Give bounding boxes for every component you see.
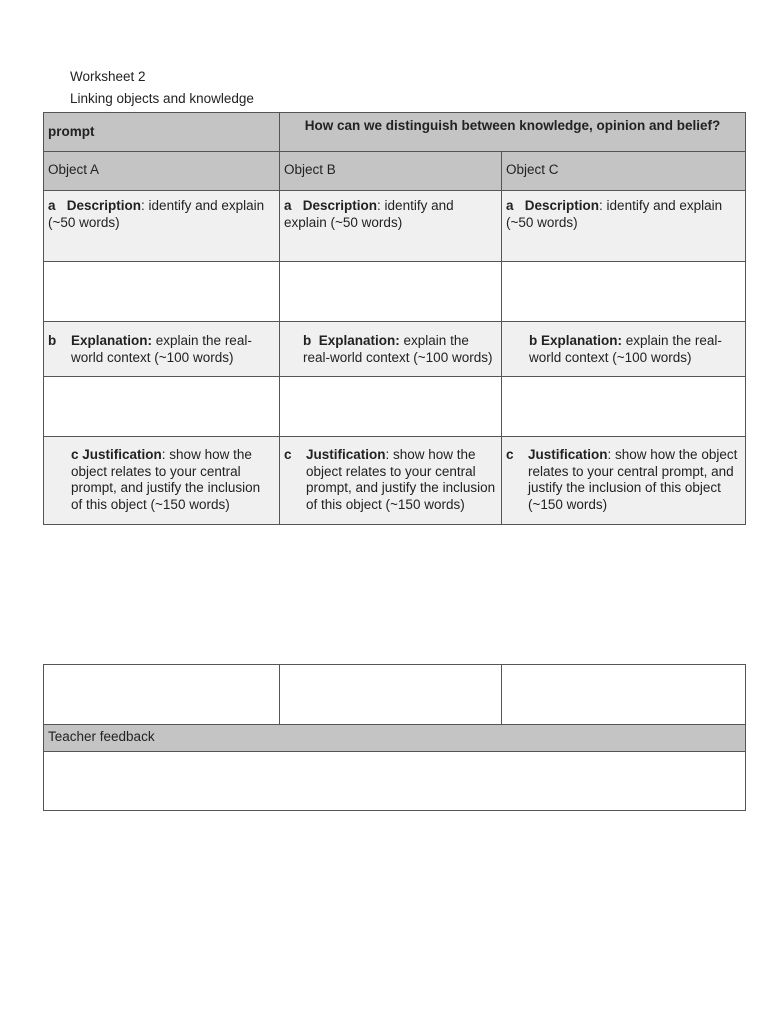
description-answer-row bbox=[44, 262, 746, 322]
description-c-answer-field[interactable] bbox=[502, 262, 746, 322]
explanation-b-letter: b bbox=[303, 333, 312, 348]
description-a-cell bbox=[44, 191, 280, 262]
description-a-label: Description bbox=[66, 198, 142, 213]
description-c-letter: a bbox=[506, 198, 514, 213]
explanation-a-letter: b bbox=[48, 333, 57, 348]
justification-c-text bbox=[502, 437, 745, 513]
justification-a-text bbox=[44, 437, 279, 513]
description-b-label: Description bbox=[302, 198, 378, 213]
justification-c-cell bbox=[502, 437, 746, 525]
object-a-cell bbox=[44, 152, 280, 191]
justification-a-cell bbox=[44, 437, 280, 525]
justification-a-label: Justification bbox=[82, 447, 162, 462]
teacher-feedback-label: Teacher feedback bbox=[48, 729, 155, 744]
prompt-question-cell bbox=[280, 113, 746, 152]
feedback-header-row bbox=[44, 725, 746, 752]
justification-b-instruction: : show how the object relates to your central prompt, and justify the inclusion of this object (~150 words) bbox=[306, 447, 496, 512]
worksheet-subtitle: Linking objects and knowledge bbox=[70, 91, 254, 106]
worksheet-table bbox=[43, 112, 746, 525]
object-c-cell bbox=[502, 152, 746, 191]
explanation-a-text bbox=[44, 322, 279, 366]
prompt-row bbox=[44, 113, 746, 152]
justification-a-instruction: : show how the object relates to your central prompt, and justify the inclusion of this object (~150 words) bbox=[71, 447, 261, 512]
description-b-letter: a bbox=[284, 198, 292, 213]
justification-c-answer-field[interactable] bbox=[502, 665, 746, 725]
explanation-c-answer-field[interactable] bbox=[502, 377, 746, 437]
worksheet-title: Worksheet 2 bbox=[70, 69, 146, 84]
feedback-answer-row bbox=[44, 752, 746, 811]
justification-c-label: Justification bbox=[528, 447, 608, 462]
objects-row bbox=[44, 152, 746, 191]
object-c-label: Object C bbox=[506, 162, 559, 177]
description-b-instruction: : identify and explain (~50 words) bbox=[284, 198, 454, 230]
explanation-c-letter: b bbox=[529, 333, 538, 348]
justification-b-answer-field[interactable] bbox=[280, 665, 502, 725]
justification-row bbox=[44, 437, 746, 525]
explanation-b-answer-field[interactable] bbox=[280, 377, 502, 437]
explanation-a-instruction: explain the real-world context (~100 words) bbox=[71, 333, 252, 365]
description-a-text bbox=[44, 191, 279, 231]
justification-c-instruction: : show how the object relates to your central prompt, and justify the inclusion of this object (~150 words) bbox=[528, 447, 738, 512]
feedback-label-cell bbox=[44, 725, 746, 752]
justification-answer-row bbox=[44, 665, 746, 725]
object-a-label: Object A bbox=[48, 162, 100, 177]
explanation-b-label: Explanation: bbox=[318, 333, 400, 348]
explanation-a-answer-field[interactable] bbox=[44, 377, 280, 437]
prompt-label-cell bbox=[44, 113, 280, 152]
feedback-table bbox=[43, 664, 746, 811]
explanation-row bbox=[44, 322, 746, 377]
justification-b-text bbox=[280, 437, 501, 513]
description-c-instruction: : identify and explain (~50 words) bbox=[506, 198, 723, 230]
description-b-text bbox=[280, 191, 501, 231]
justification-b-cell bbox=[280, 437, 502, 525]
prompt-label: prompt bbox=[48, 124, 95, 139]
explanation-c-label: Explanation: bbox=[541, 333, 623, 348]
description-a-instruction: : identify and explain (~50 words) bbox=[48, 198, 265, 230]
explanation-a-label: Explanation: bbox=[71, 333, 153, 348]
justification-a-letter: c bbox=[71, 447, 79, 462]
justification-b-letter: c bbox=[284, 447, 292, 462]
description-c-text bbox=[502, 191, 745, 231]
explanation-a-cell bbox=[44, 322, 280, 377]
description-c-cell bbox=[502, 191, 746, 262]
justification-b-label: Justification bbox=[306, 447, 386, 462]
explanation-b-cell bbox=[280, 322, 502, 377]
explanation-b-text bbox=[280, 322, 501, 366]
explanation-b-instruction: explain the real-world context (~100 words) bbox=[303, 333, 493, 365]
justification-a-answer-field[interactable] bbox=[44, 665, 280, 725]
description-row bbox=[44, 191, 746, 262]
description-a-letter: a bbox=[48, 198, 56, 213]
description-b-answer-field[interactable] bbox=[280, 262, 502, 322]
description-c-label: Description bbox=[524, 198, 600, 213]
explanation-answer-row bbox=[44, 377, 746, 437]
justification-c-letter: c bbox=[506, 447, 514, 462]
description-b-cell bbox=[280, 191, 502, 262]
explanation-c-text bbox=[502, 322, 745, 366]
explanation-c-cell bbox=[502, 322, 746, 377]
teacher-feedback-field[interactable] bbox=[44, 752, 746, 811]
object-b-cell bbox=[280, 152, 502, 191]
explanation-c-instruction: explain the real-world context (~100 words) bbox=[529, 333, 722, 365]
prompt-question: How can we distinguish between knowledge, opinion and belief? bbox=[304, 118, 721, 133]
object-b-label: Object B bbox=[284, 162, 336, 177]
description-a-answer-field[interactable] bbox=[44, 262, 280, 322]
